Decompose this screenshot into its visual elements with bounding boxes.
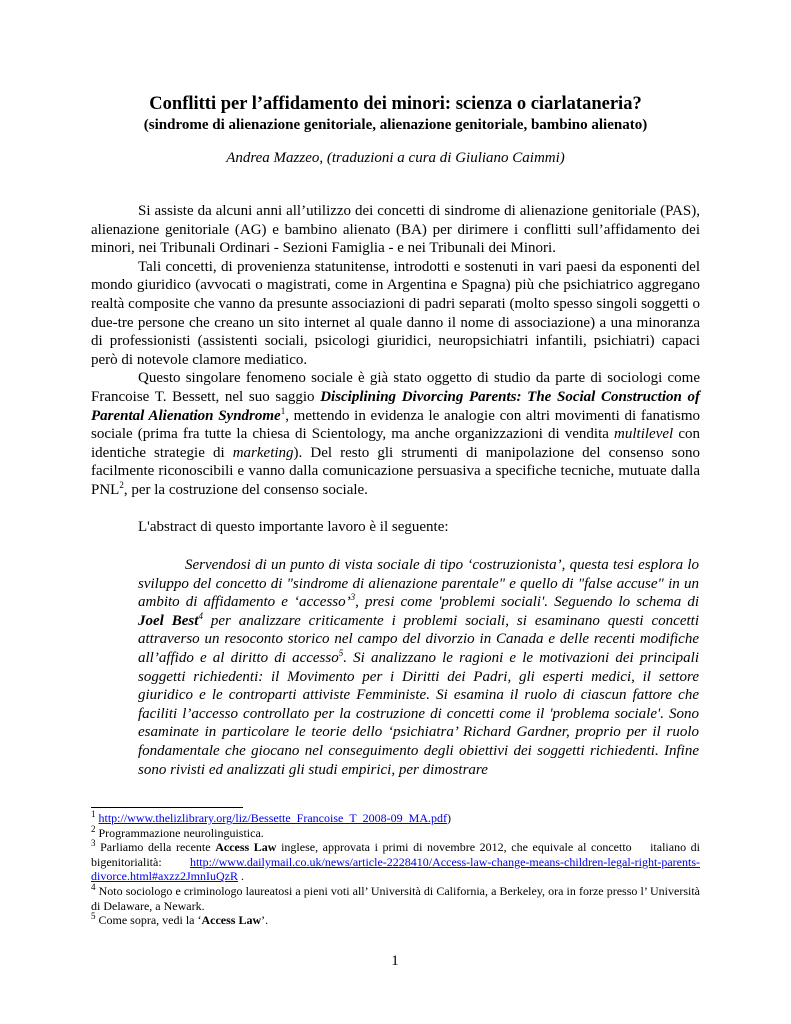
- page-number: 1: [391, 953, 399, 969]
- footnote-2: $^2$ Programmazione neurolinguistica.: [91, 823, 264, 840]
- term-multilevel: multilevel: [614, 426, 674, 443]
- author-line: Andrea Mazzeo, (traduzioni a cura di Giuliano Caimmi): [226, 150, 565, 166]
- footnote-ref-4[interactable]: 4: [198, 610, 203, 621]
- document-subtitle: (sindrome di alienazione genitoriale, alienazione genitoriale, bambino alienato): [143, 117, 648, 133]
- footnote-5: $^5$ Come sopra, vedi la ‘Access Law’.: [91, 911, 269, 928]
- paragraph-2: Tali concetti, di provenienza statunitense, introdotti e sostenuti in vari paesi da esponenti del mondo giuridico (avvocati o magistrati, come in Argentina e Spagna) più che psichiatrico aggregano realtà composite che vanno da presunte associazioni di padri separati (molto spesso singoli soggetti o due-tre persone che creano un sito internet al quale danno il nome di associazione) a una minoranza di professionisti (assistenti sociali, psicologi giuridici, neuropsichiatri infantili, psichiatri) capaci però di notevole clamore mediatico.: [91, 258, 700, 368]
- body-text: [91, 202, 700, 536]
- footnote-1: $^1$ http://www.thelizlibrary.org/liz/Bessette_Francoise_T_2008-09_MA.pdf): [91, 809, 451, 825]
- paragraph-3: Questo singolare fenomeno sociale è già stato oggetto di studio da parte di sociologi come Francoise T. Bessett, nel suo saggio Disciplining Divorcing Parents: The Social Construction of Parental Alienation Syndrome$^1$, mettendo in evidenza le analogie con altri movimenti di fanatismo sociale (prima fra tutte la chiesa di Scientology, ma anche organizzazioni di vendita multilevel con identiche strategie di marketing). Del resto gli strumenti di manipolazione del consenso sono facilmente riconoscibili e vanno dalla comunicazione persuasiva a specifiche tecniche, mutuate dalla PNL$^2$, per la costruzione del consenso sociale.: [91, 370, 700, 498]
- footnote-3: $^3$ Parliamo della recente Access Law inglese, approvata i primi di novembre 2012, che equivale al concetto italiano di bigenitorialità: http://www.dailymail.co.uk/news/article-2228410/Access-law-change-means-children-legal-right-parents-divorce.html#axzz2JmnIuQzR .: [91, 838, 704, 884]
- footnote-ref-1[interactable]: 1: [280, 405, 286, 416]
- author-name-joel-best: Joel Best: [138, 612, 199, 629]
- paragraph-1: Si assiste da alcuni anni all’utilizzo dei concetti di sindrome di alienazione genitoriale (PAS), alienazione genitoriale (AG) e bambino alienato (BA) per dirimere i conflitti sull’affidamento dei minori, nei Tribunali Ordinari - Sezioni Famiglia - e nei Tribunali dei Minori.: [91, 203, 700, 257]
- footnote-ref-5[interactable]: 5: [338, 647, 344, 658]
- footnote-1-link[interactable]: http://www.thelizlibrary.org/liz/Bessette_Francoise_T_2008-09_MA.pdf: [98, 811, 447, 825]
- abstract-quote: Servendosi di un punto di vista sociale di tipo ‘costruzionista’, questa tesi esplora lo sviluppo del concetto di "sindrome di alienazione parentale" e quello di "false accuse" in un ambito di affidamento e ‘accesso’$^3$, presi come 'problemi sociali'. Seguendo lo schema di Joel Best$^4$ per analizzare criticamente i problemi sociali, si esaminano questi concetti attraverso un resoconto storico nel campo del divorzio in Canada e delle recenti modifiche all’affido e al diritto di accesso$^5$. Si analizzano le ragioni e le motivazioni dei principali soggetti richiedenti: il Movimento per i Diritti dei Padri, gli esperti medici, il settore giuridico e le controparti attiviste Femministe. Si esamina il ruolo di ciascun fattore che faciliti l’accesso controllato per la costruzione di concetti come il 'problema sociale'. Sono esaminate in particolare le teorie dello ‘psichiatra’ Richard Gardner, proprio per il ruolo fondamentale che giocano nel conseguimento degli obiettivi dei soggetti richiedenti. Infine sono rivisti ed analizzati gli studi empirici, per dimostrare: [138, 557, 699, 778]
- term-marketing: marketing: [232, 444, 294, 461]
- footnote-3-link[interactable]: http://www.dailymail.co.uk/news/article-2228410/Access-law-change-means-children-legal-right-parents-divorce.html#axzz2JmnIuQzR: [91, 854, 700, 884]
- document-title: Conflitti per l’affidamento dei minori: scienza o ciarlataneria?: [149, 94, 642, 114]
- book-title: Disciplining Divorcing Parents: The Social Construction of Parental Alienation Syndrome: [91, 388, 700, 424]
- paragraph-4: L'abstract di questo importante lavoro è il seguente:: [138, 518, 449, 535]
- footnote-ref-2[interactable]: 2: [119, 479, 124, 490]
- footnote-4: $^4$ Noto sociologo e criminologo laureatosi a pieni voti all’ Università di California, a Berkeley, ora in forze presso l’ Università di Delaware, a Newark.: [91, 881, 701, 913]
- footnote-separator: [91, 807, 243, 808]
- footnotes: [91, 809, 704, 928]
- paragraph-3-text: Questo singolare fenomeno sociale è già stato oggetto di studio da parte di sociologi come Francoise T. Bessett, nel suo saggio: [91, 370, 700, 405]
- footnote-ref-3[interactable]: 3: [350, 592, 356, 603]
